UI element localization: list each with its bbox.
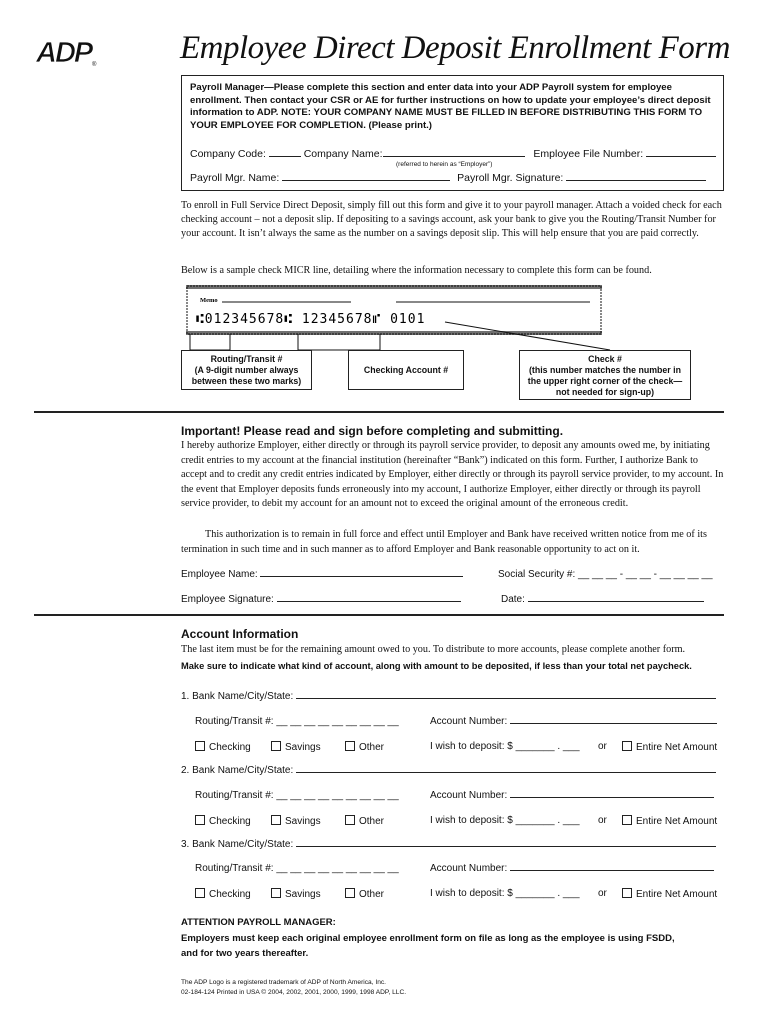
checkbox[interactable]	[195, 815, 205, 825]
intro-paragraph: To enroll in Full Service Direct Deposit, simply fill out this form and give it to your payroll manager. Attach a voided check for each checking account – not a deposit slip. If depositing to a savings account, ask your bank to give you the Routing/Transit Number for your account. It isn’t always the same as the number on a savings deposit slip. This will help ensure that you are paid correctly.	[181, 200, 722, 239]
routing-callout-line: between these two marks)	[191, 376, 302, 386]
savings-label: Savings	[285, 742, 321, 753]
manager-instructions: Payroll Manager—Please complete this section and enter data into your ADP Payroll system for employee enrollment. Then contact your CSR or AE for further instructions on how to update your employee’s direct deposit information to ADP. NOTE: YOUR COMPANY NAME MUST BE FILLED IN BEFORE DISTRIBUTING THIS FORM TO YOUR EMPLOYEE FOR COMPLETION. (Please print.)	[190, 82, 711, 131]
payroll-mgr-name-label: Payroll Mgr. Name:	[190, 172, 280, 184]
check-number-callout-line: Check #	[588, 354, 622, 364]
other-label: Other	[359, 816, 385, 827]
checkbox[interactable]	[622, 815, 632, 825]
checkbox[interactable]	[195, 888, 205, 898]
employee-signature-field[interactable]	[277, 601, 461, 602]
checkbox[interactable]	[271, 741, 281, 751]
company-name-field[interactable]	[383, 156, 525, 157]
checking-option[interactable]	[195, 888, 251, 900]
employer-note: (referred to herein as “Employer”)	[396, 161, 493, 168]
other-label: Other	[359, 889, 385, 900]
section-divider	[34, 614, 724, 616]
checkbox[interactable]	[271, 888, 281, 898]
savings-option[interactable]	[271, 741, 321, 753]
deposit-label: I wish to deposit:	[430, 815, 505, 826]
checking-label: Checking	[209, 742, 251, 753]
checking-option[interactable]	[195, 815, 251, 827]
routing-callout-line: Routing/Transit #	[210, 354, 283, 364]
account-info-heading: Account Information	[181, 627, 299, 641]
savings-label: Savings	[285, 816, 321, 827]
payroll-mgr-row	[190, 172, 706, 184]
other-option[interactable]	[345, 888, 384, 900]
employee-signature-row	[181, 594, 461, 605]
routing-field[interactable]: __ __ __ __ __ __ __ __ __	[276, 790, 399, 801]
routing-2-row	[195, 790, 399, 801]
date-label: Date:	[501, 594, 525, 605]
checkbox[interactable]	[345, 888, 355, 898]
routing-field[interactable]: __ __ __ __ __ __ __ __ __	[276, 716, 399, 727]
routing-label: Routing/Transit #:	[195, 790, 274, 801]
or-label: or	[598, 741, 607, 752]
print-info: 02-184-124 Printed in USA © 2004, 2002, 2001, 2000, 1999, 1998 ADP, LLC.	[181, 989, 407, 996]
bank-name-label: 1. Bank Name/City/State:	[181, 691, 294, 702]
check-number-callout	[519, 350, 691, 400]
checkbox[interactable]	[345, 741, 355, 751]
employee-name-label: Employee Name:	[181, 569, 258, 580]
company-code-row	[190, 148, 716, 160]
entire-net-option[interactable]	[622, 888, 717, 900]
ssn-field[interactable]: __ __ __ - __ __ - __ __ __ __	[578, 569, 713, 580]
entire-net-label: Entire Net Amount	[636, 742, 718, 753]
other-option[interactable]	[345, 741, 384, 753]
trademark-note: The ADP Logo is a registered trademark of ADP of North America, Inc.	[181, 979, 386, 986]
or-label: or	[598, 815, 607, 826]
account-number-1-row	[430, 716, 717, 727]
account-number-label: Account Number:	[430, 790, 508, 801]
authorization-heading: Important! Please read and sign before completing and submitting.	[181, 424, 564, 438]
checkbox[interactable]	[622, 741, 632, 751]
checking-label: Checking	[209, 816, 251, 827]
checking-label: Checking	[209, 889, 251, 900]
deposit-label: I wish to deposit:	[430, 741, 505, 752]
routing-label: Routing/Transit #:	[195, 863, 274, 874]
routing-callout-line: (A 9-digit number always	[194, 365, 299, 375]
bank-name-field[interactable]	[296, 772, 716, 773]
deposit-3-row	[430, 888, 580, 899]
check-number-callout-line: not needed for sign-up)	[555, 387, 655, 397]
other-label: Other	[359, 742, 385, 753]
account-type-1-row	[195, 741, 251, 753]
memo-label: Memo	[200, 297, 218, 304]
authorization-paragraph: I hereby authorize Employer, either directly or through its payroll service provider, to deposit any amounts owed me, by initiating credit entries to my account at the financial institution (hereinafter “Bank”) indicated on this form. Further, I authorize Bank to accept and to credit any credit entries indicated by Employer, either directly or through its payroll service provider, to my account. In the event that Employer deposits funds erroneously into my account, I authorize Employer, either directly or through its payroll service provider, to debit my account for an amount not to exceed the original amount of the erroneous credit.	[181, 440, 724, 510]
routing-1-row	[195, 716, 399, 727]
company-name-label: Company Name:	[303, 148, 383, 160]
deposit-2-row	[430, 815, 580, 826]
savings-label: Savings	[285, 889, 321, 900]
bank-name-field[interactable]	[296, 846, 716, 847]
bank-3-row	[181, 839, 716, 850]
routing-callout	[181, 350, 312, 390]
bank-name-label: 2. Bank Name/City/State:	[181, 765, 294, 776]
form-title: Employee Direct Deposit Enrollment Form	[180, 30, 730, 66]
intro-micr-note: Below is a sample check MICR line, detailing where the information necessary to complete this form can be found.	[181, 265, 652, 276]
deposit-amount-field[interactable]: $ _______ . ___	[507, 815, 580, 826]
account-number-2-row	[430, 790, 714, 801]
or-label: or	[598, 888, 607, 899]
section-divider	[34, 411, 724, 413]
attention-text: Employers must keep each original employee enrollment form on file as long as the employee is using FSDD,	[181, 933, 675, 944]
account-info-note: The last item must be for the remaining amount owed to you. To distribute to more accounts, please complete another form.	[181, 644, 686, 655]
bank-name-field[interactable]	[296, 698, 716, 699]
employee-file-label: Employee File Number:	[533, 148, 644, 160]
checkbox[interactable]	[622, 888, 632, 898]
bank-2-row	[181, 765, 716, 776]
routing-3-row	[195, 863, 399, 874]
entire-net-label: Entire Net Amount	[636, 889, 718, 900]
deposit-amount-field[interactable]: $ _______ . ___	[507, 888, 580, 899]
employee-name-field[interactable]	[260, 576, 463, 577]
account-number-label: Account Number:	[430, 716, 508, 727]
entire-net-option[interactable]	[622, 741, 717, 753]
svg-text:®: ®	[92, 62, 97, 68]
account-number-field[interactable]	[510, 723, 717, 724]
adp-logo	[34, 34, 100, 68]
deposit-1-row	[430, 741, 580, 752]
attention-heading: ATTENTION PAYROLL MANAGER:	[181, 917, 336, 928]
bank-name-label: 3. Bank Name/City/State:	[181, 839, 294, 850]
routing-label: Routing/Transit #:	[195, 716, 274, 727]
savings-option[interactable]	[271, 888, 321, 900]
payroll-mgr-name-field[interactable]	[282, 180, 450, 181]
ssn-label: Social Security #:	[498, 569, 576, 580]
savings-option[interactable]	[271, 815, 321, 827]
account-number-field[interactable]	[510, 870, 714, 871]
account-number-label: Account Number:	[430, 863, 508, 874]
adp-logo-text: ADP	[36, 37, 92, 68]
company-code-field[interactable]	[269, 156, 301, 157]
deposit-label: I wish to deposit:	[430, 888, 505, 899]
attention-text: and for two years thereafter.	[181, 948, 309, 959]
bank-1-row	[181, 691, 716, 702]
entire-net-label: Entire Net Amount	[636, 816, 718, 827]
check-number-callout-line: (this number matches the number in	[528, 365, 681, 375]
employee-name-row	[181, 569, 463, 580]
payroll-mgr-signature-field[interactable]	[566, 180, 706, 181]
routing-field[interactable]: __ __ __ __ __ __ __ __ __	[276, 863, 399, 874]
account-number-3-row	[430, 863, 714, 874]
payroll-manager-box	[181, 75, 724, 191]
company-code-label: Company Code:	[190, 148, 266, 160]
ssn-row	[498, 569, 713, 580]
entire-net-option[interactable]	[622, 815, 717, 827]
date-field[interactable]	[528, 601, 704, 602]
other-option[interactable]	[345, 815, 384, 827]
checkbox[interactable]	[345, 815, 355, 825]
authorization-termination: This authorization is to remain in full force and effect until Employer and Bank have received written notice from me of its termination in such time and in such manner as to afford Employer and Bank reasonable opportunity to act on it.	[181, 529, 707, 555]
account-info-instruction: Make sure to indicate what kind of account, along with amount to be deposited, if less than your total net paycheck.	[181, 661, 692, 671]
employee-file-field[interactable]	[646, 156, 716, 157]
checkbox[interactable]	[195, 741, 205, 751]
payroll-mgr-signature-label: Payroll Mgr. Signature:	[457, 172, 564, 184]
micr-line: ⑆012345678⑆ 12345678⑈ 0101	[196, 312, 426, 327]
checking-callout: Checking Account #	[348, 350, 464, 390]
deposit-amount-field[interactable]: $ _______ . ___	[507, 741, 580, 752]
date-row	[501, 594, 704, 605]
check-number-callout-line: the upper right corner of the check—	[527, 376, 683, 386]
checking-option[interactable]	[195, 742, 251, 753]
employee-signature-label: Employee Signature:	[181, 594, 274, 605]
account-number-field[interactable]	[510, 797, 714, 798]
checkbox[interactable]	[271, 815, 281, 825]
